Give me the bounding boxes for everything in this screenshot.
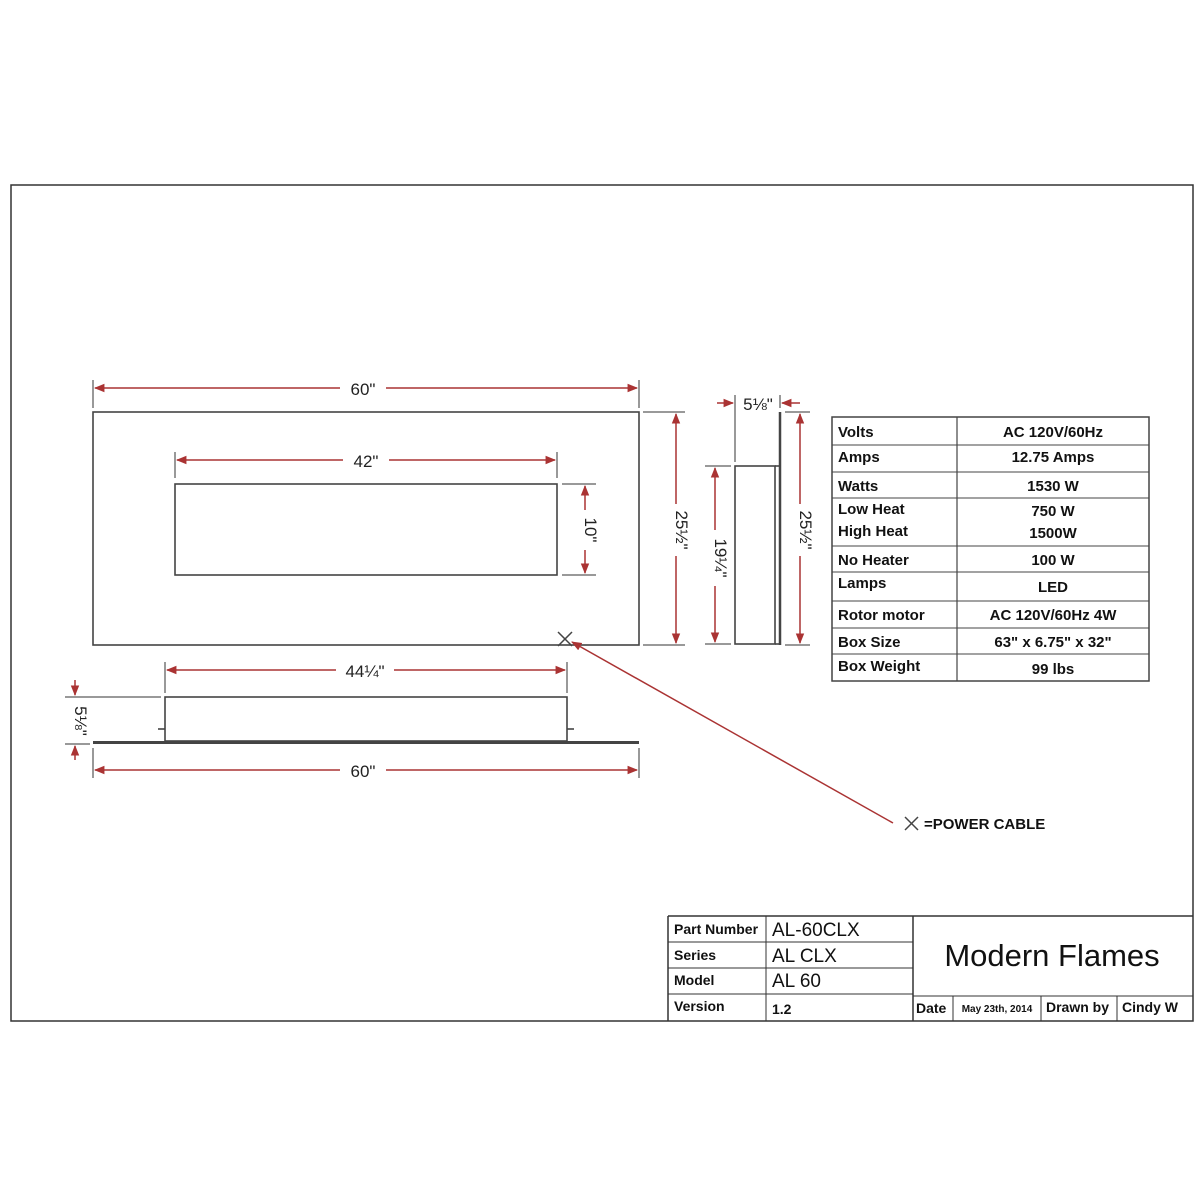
spec-value-low-heat: 750 W — [1031, 503, 1075, 520]
power-cable-marker — [558, 632, 572, 646]
spec-value-amps: 12.75 Amps — [1011, 449, 1095, 466]
spec-value-high-heat: 1500W — [1029, 525, 1077, 542]
spec-label-box-weight: Box Weight — [838, 658, 921, 675]
version-label: Version — [674, 998, 725, 1014]
spec-label-low-heat: Low Heat — [838, 501, 905, 518]
side-depth-label: 5⅛" — [743, 395, 773, 414]
front-view — [93, 378, 893, 823]
top-width-label: 44¼" — [345, 662, 385, 681]
spec-value-no-heater: 100 W — [1031, 552, 1075, 569]
title-block — [668, 916, 1193, 1021]
spec-label-lamps: Lamps — [838, 575, 887, 592]
spec-label-high-heat: High Heat — [838, 523, 909, 540]
date-label: Date — [916, 1000, 947, 1016]
power-cable-label: =POWER CABLE — [924, 816, 1046, 833]
side-height-label: 25½" — [796, 510, 815, 550]
drawn-by-value: Cindy W — [1122, 999, 1178, 1015]
spec-value-rotor-motor: AC 120V/60Hz 4W — [989, 607, 1117, 624]
spec-value-watts: 1530 W — [1027, 478, 1079, 495]
spec-label-no-heater: No Heater — [838, 552, 909, 569]
spec-label-rotor-motor: Rotor motor — [838, 607, 925, 624]
spec-label-box-size: Box Size — [838, 634, 901, 651]
side-view — [704, 393, 815, 645]
spec-value-box-size: 63" x 6.75" x 32" — [994, 634, 1112, 651]
spec-table — [832, 417, 1149, 681]
side-body-outline — [735, 466, 775, 644]
series-value: AL CLX — [772, 946, 837, 967]
model-label: Model — [674, 972, 715, 988]
window-width-label: 42" — [353, 452, 379, 471]
spec-label-volts: Volts — [838, 424, 874, 441]
series-label: Series — [674, 947, 717, 963]
spec-value-box-weight: 99 lbs — [1031, 661, 1075, 678]
brand-name: Modern Flames — [944, 938, 1160, 973]
spec-value-lamps: LED — [1038, 579, 1068, 596]
bottom-width-label: 60" — [350, 762, 376, 781]
spec-value-volts: AC 120V/60Hz — [1002, 424, 1104, 441]
front-width-label: 60" — [350, 380, 376, 399]
sheet-border — [11, 185, 1193, 1021]
spec-label-watts: Watts — [838, 478, 879, 495]
top-body-outline — [165, 697, 567, 741]
window-height-label: 10" — [581, 517, 600, 543]
version-value: 1.2 — [772, 1001, 792, 1017]
spec-label-amps: Amps — [838, 449, 880, 466]
power-cable-legend — [905, 816, 1045, 833]
model-value: AL 60 — [772, 971, 821, 992]
top-glass-panel — [93, 741, 639, 744]
top-depth-label: 5⅛" — [71, 706, 90, 736]
side-inner-height-label: 19¼" — [711, 538, 730, 578]
drawn-by-label: Drawn by — [1046, 999, 1110, 1015]
part-number-value: AL-60CLX — [772, 920, 860, 941]
top-view — [64, 660, 639, 781]
front-height-label: 25½" — [672, 510, 691, 550]
part-number-label: Part Number — [674, 921, 759, 937]
flame-window-outline — [175, 484, 557, 575]
date-value: May 23th, 2014 — [961, 1004, 1033, 1015]
